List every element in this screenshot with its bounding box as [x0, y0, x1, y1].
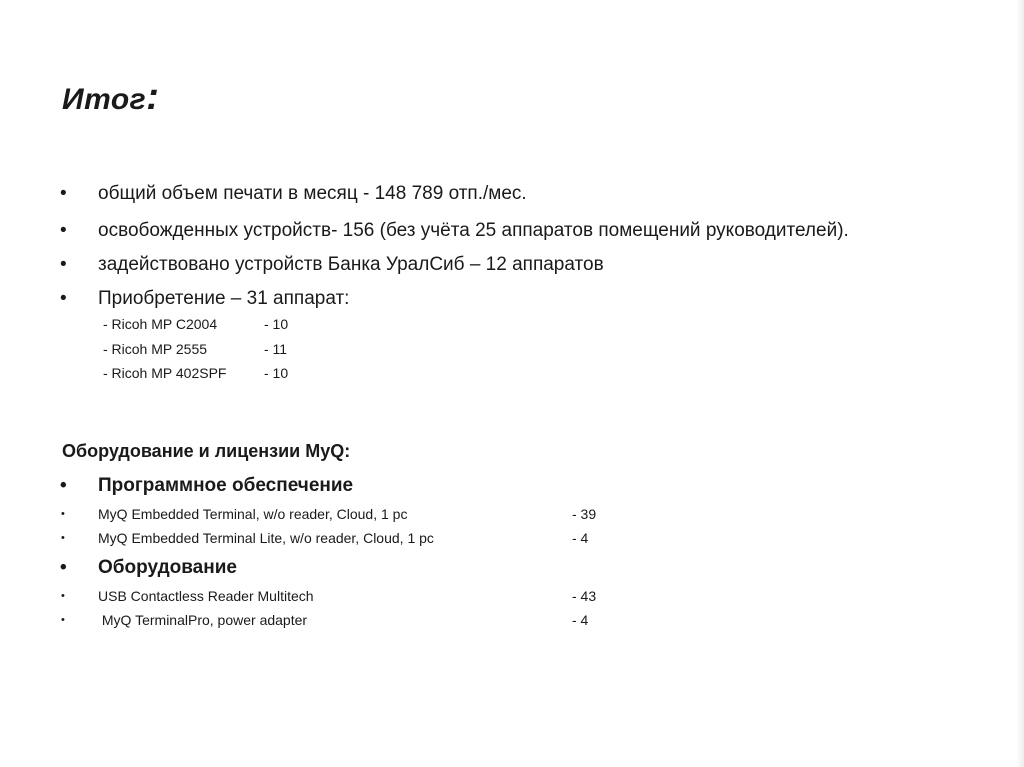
hardware-name: MyQ TerminalPro, power adapter [98, 612, 308, 628]
slide-title [62, 76, 159, 119]
bullet-icon: • [61, 508, 65, 520]
bullet-icon: • [61, 614, 65, 626]
license-qty: - 39 [572, 506, 597, 522]
purchase-qty: - 11 [264, 341, 288, 357]
software-label: Программное обеспечение [98, 475, 354, 496]
purchase-qty: - 10 [264, 365, 289, 381]
title-colon: : [146, 76, 160, 118]
bullet-icon: • [60, 475, 67, 496]
bullet-icon: • [60, 183, 67, 204]
bullet-icon: • [60, 254, 67, 275]
summary-text: Приобретение – 31 аппарат: [98, 288, 350, 309]
bullet-icon: • [60, 557, 67, 578]
bullet-icon: • [60, 288, 67, 309]
purchase-qty: - 10 [264, 316, 289, 332]
bullet-icon: • [61, 590, 65, 602]
bullet-icon: • [60, 220, 67, 241]
license-name: MyQ Embedded Terminal Lite, w/o reader, Cloud, 1 pc [98, 530, 434, 546]
hardware-name: USB Contactless Reader Multitech [98, 588, 314, 604]
license-name: MyQ Embedded Terminal, w/o reader, Cloud, 1 pc [98, 506, 408, 522]
slide-edge-shadow [1016, 0, 1024, 767]
summary-text: общий объем печати в месяц - 148 789 отп./мес. [98, 183, 527, 204]
summary-text: освобожденных устройств- 156 (без учёта 25 аппаратов помещений руководителей). [98, 220, 849, 241]
hardware-qty: - 4 [572, 612, 589, 628]
purchase-name: - Ricoh MP C2004 [103, 316, 218, 332]
title-text: Итог [62, 83, 147, 116]
bullet-icon: • [61, 532, 65, 544]
summary-text: задействовано устройств Банка УралСиб – 12 аппаратов [98, 254, 604, 275]
myq-heading: Оборудование и лицензии MyQ: [62, 441, 351, 461]
hardware-qty: - 43 [572, 588, 597, 604]
hardware-label: Оборудование [98, 557, 237, 578]
license-qty: - 4 [572, 530, 589, 546]
purchase-name: - Ricoh MP 402SPF [103, 365, 227, 381]
purchase-name: - Ricoh MP 2555 [103, 341, 208, 357]
